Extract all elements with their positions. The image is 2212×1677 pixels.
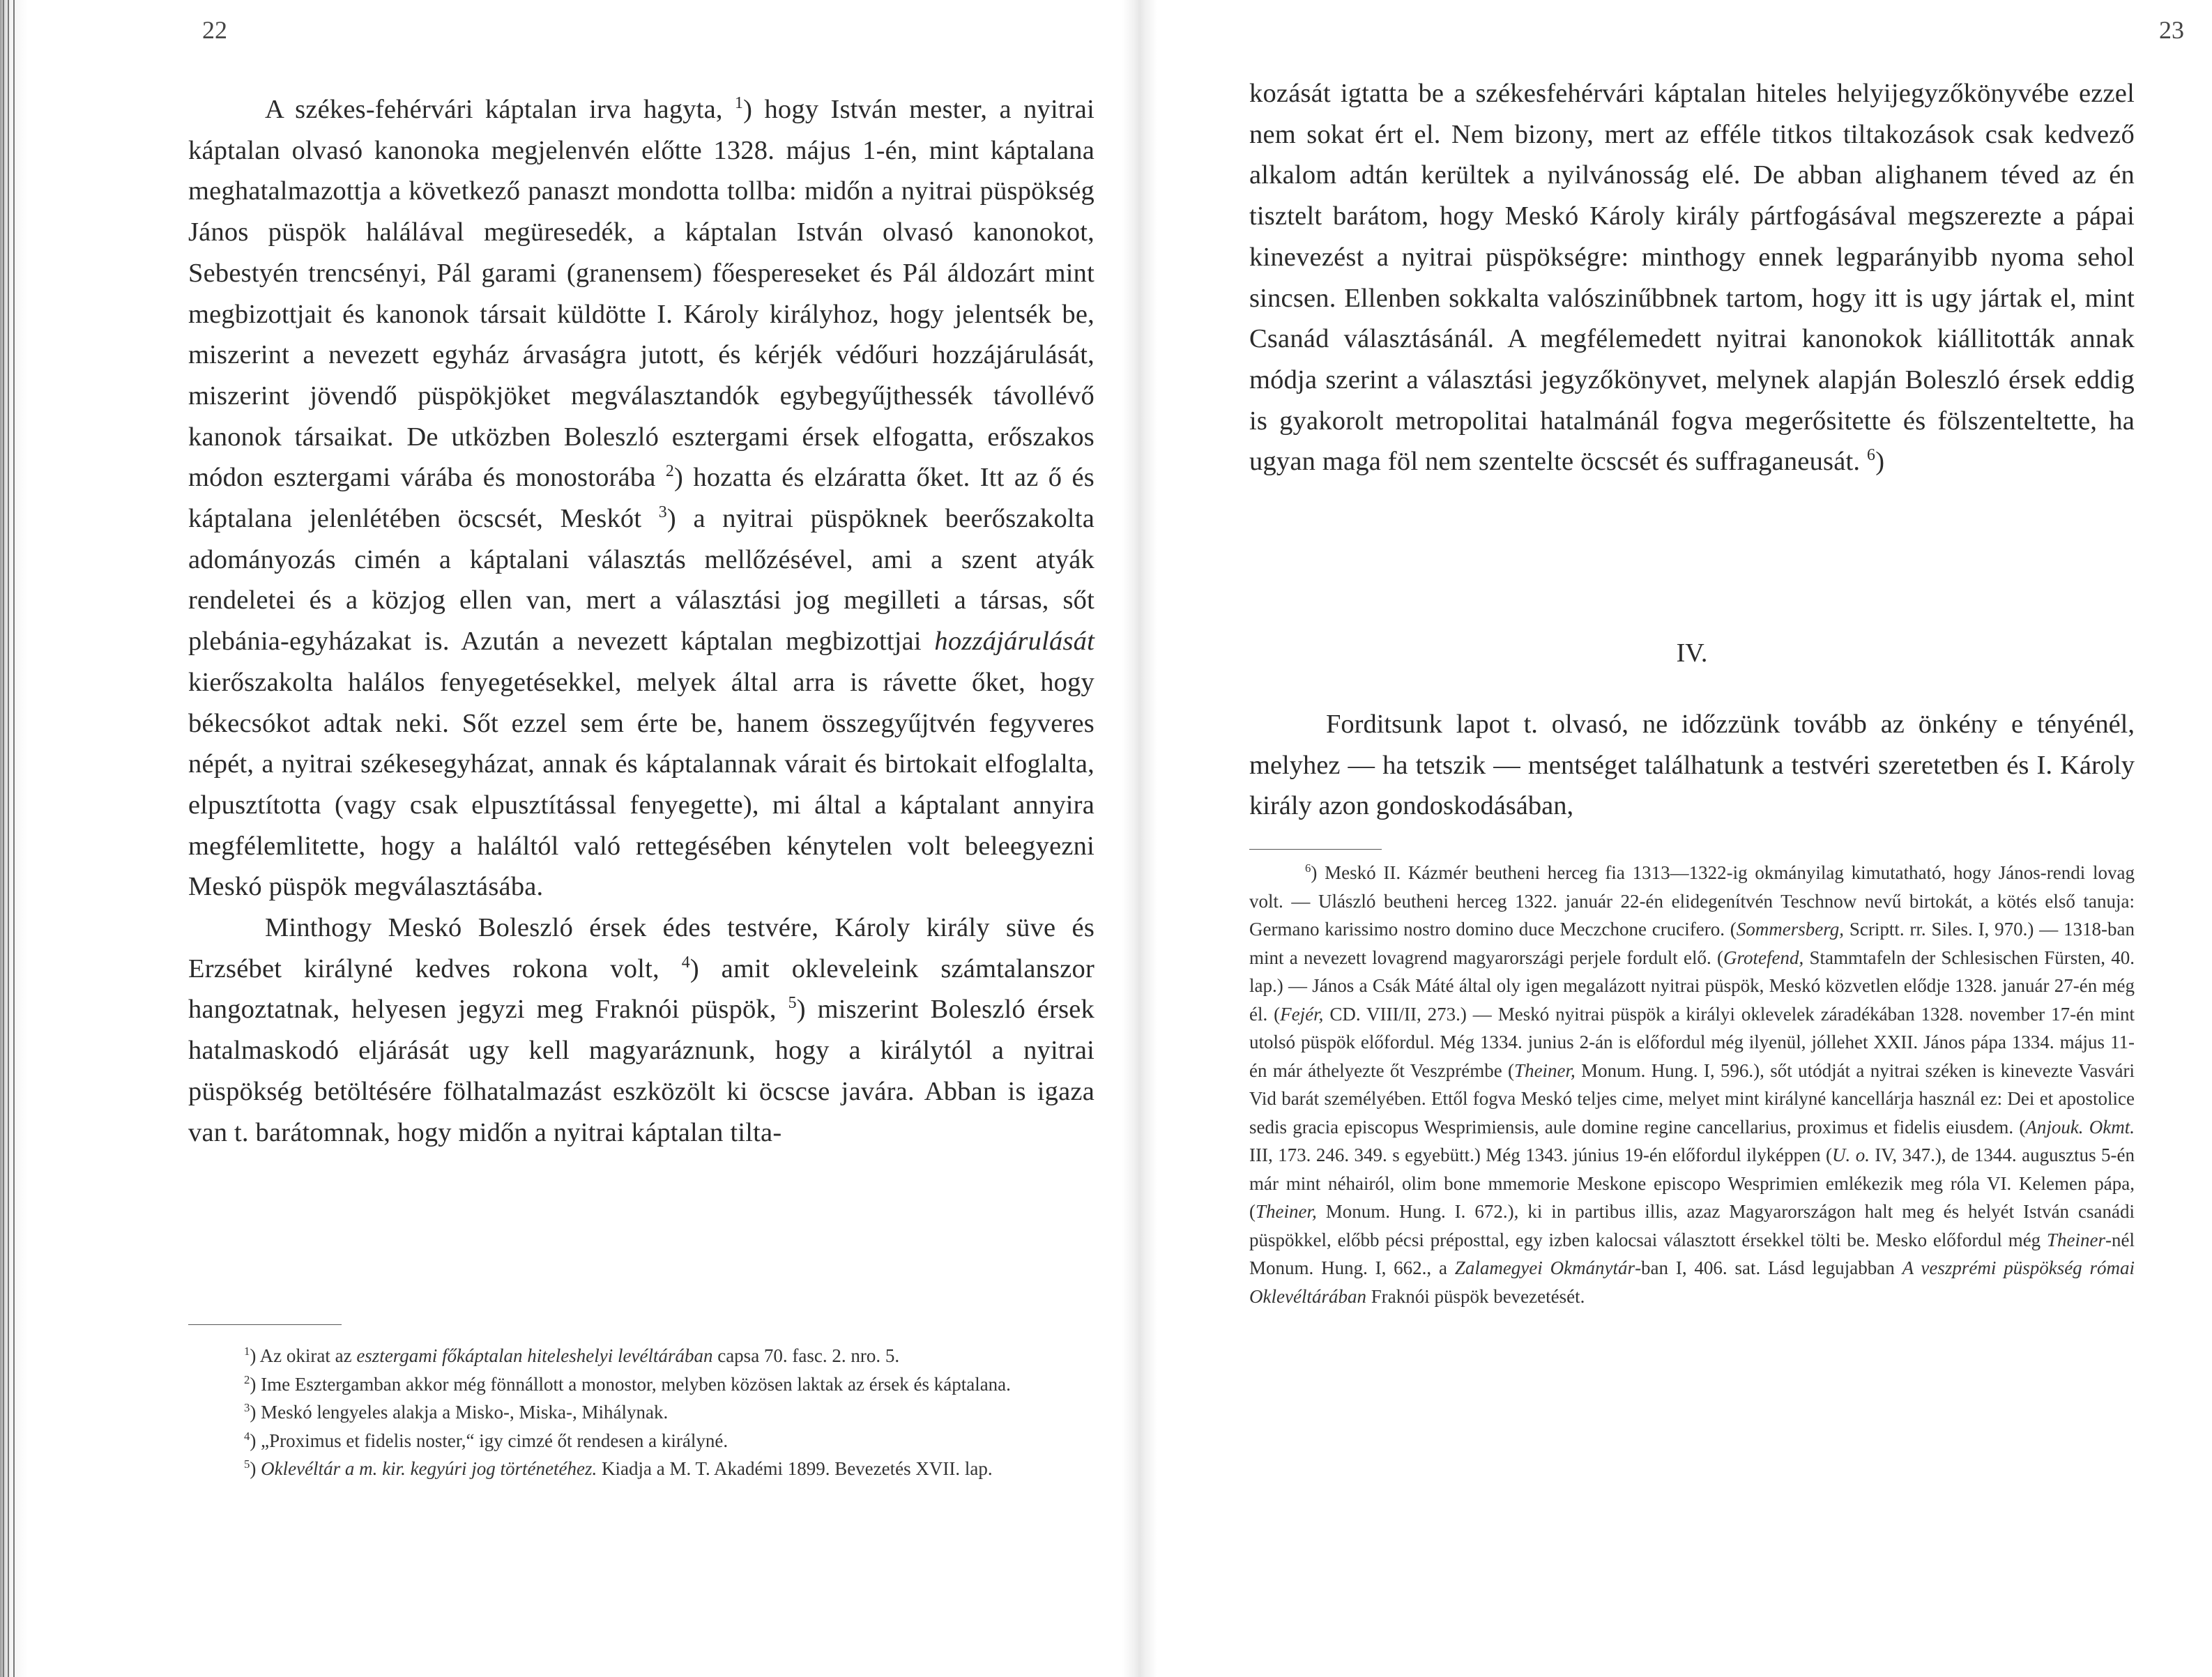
footnote: $^2$) Ime Esztergamban akkor még fönnállott a monostor, melyben közösen laktak az érsek és káptalana. [244,1372,1011,1395]
right-page [1157,0,2212,1677]
book-spine [1122,0,1157,1677]
main-text [1249,73,2135,482]
page-edge-line [13,0,15,1677]
page-edge-line [8,0,9,1677]
footnote-ref[interactable]: 3 [658,503,667,522]
footnote-ref[interactable]: 2 [665,462,675,481]
paragraph: Minthogy Meskó Boleszló érsek édes testvére, Károly király süve és Erzsébet királyné kedves rokona volt, $^4$) amit okleveleink számtalanszor hangoztatnak, helyesen jegyzi meg Fraknói püspök, $^5$) miszerint Boleszló érsek hatalmaskodó eljárását ugy kell magyaráznunk, hogy a királytól a nyitrai püspökség betöltésére fölhatalmazást eszközölt ki öcscse javára. Abban is igaza van t. barátomnak, hogy midőn a nyitrai káptalan tilta- [188,913,1095,1147]
footnote: $^4$) „Proximus et fidelis noster,“ igy cimzé őt rendesen a királyné. [244,1429,729,1451]
footnote-ref[interactable]: 5 [788,994,797,1013]
footnote-divider [188,1324,342,1325]
footnotes [188,1342,1060,1483]
section-heading: IV. [1676,638,1708,668]
footnote-ref[interactable]: 4 [681,953,690,972]
footnote-divider [1249,849,1382,850]
paragraph: A székes-fehérvári káptalan irva hagyta, $^1$) hogy István mester, a nyitrai káptalan olvasó kanonoka megjelenvén előtte 1328. május 1-én, mint káptalana meghatalmazottja a következő panaszt mondotta tollba: midőn a nyitrai püspökség János püspök halálával megüresedék, a káptalan István olvasó kanonokot, Sebestyén trencsényi, Pál garami (granensem) főespereseket és Pál áldozárt mint megbizottjait és kanonok társait küldötte I. Károly királyhoz, hogy jelentsék be, miszerint a nevezett egyház árvaságra jutott, és kérjék védőuri hozzájárulását, miszerint jövendő püspökjöket megválasztandók egybegyűjthessék távollévő kanonok társaikat. De utközben Boleszló esztergami érsek elfogatta, erőszakos módon esztergami várába és monostorába $^2$) hozatta és elzáratta őket. Itt az ő és káptalana jelenlétében öcscsét, Meskót $^3$) a nyitrai püspöknek beerőszakolta adományozás cimén a káptalani választás mellőzésével, ami a szent atyák rendeletei és a közjog ellen van, mert a választási jog megilleti a társas, sőt plebánia-egyházakat is. Azután a nevezett káptalan megbizottjai hozzájárulását kierőszakolta halálos fenyegetésekkel, melyek által arra is rávette őket, hogy békecsókot adtak neki. Sőt ezzel sem érte be, hanem összegyűjtvén fegyveres népét, a nyitrai székesegyházat, annak és káptalannak várait és birtokait elfoglalta, elpusztította (vagy csak elpusztítással fenyegette), mi által a káptalant annyira megfélemlitette, hogy a haláltól való rettegésében kénytelen volt beleegyezni Meskó püspök megválasztásába. [188,94,1094,902]
footnote: $^1$) Az okirat az esztergami főkáptalan hiteleshelyi levéltárában capsa 70. fasc. 2. nro. 5. [244,1345,900,1366]
paragraph: Forditsunk lapot t. olvasó, ne időzzünk tovább az önkény e tényénél, melyhez — ha tetszik — mentséget találhatunk a testvéri szeretetben és I. Károly király azon gondoskodásában, [1249,710,2135,821]
footnote-ref[interactable]: 1 [735,94,744,113]
paragraph: kozását igtatta be a székesfehérvári káptalan hiteles helyijegyzőkönyvébe ezzel nem sokat ért el. Nem bizony, mert az efféle titkos tiltakozások csak kedvező alkalom adtán kerültek a nyilvánosság elé. De abban alighanem téved az én tisztelt barátom, hogy Meskó Károly király pártfogásával megszerezte a pápai kinevezést a nyitrai püspökségre: minthogy ennek legparányibb nyoma sehol sincsen. Ellenben sokkalta valószinűbbnek tartom, hogy itt is ugy jártak el, mint Csanád választásánál. A megfélemedett nyitrai kanonokok kiállitották annak módja szerint a választási jegyzőkönyvet, melynek alapján Boleszló érsek eddig is gyakorolt metropolitai hatalmánál fogva megerősitette és fölszenteltette, ha ugyan maga föl nem szentelte öcscsét és suffraganeusát. $^6$) [1249,79,2135,477]
page-number: 23 [2159,16,2184,44]
footnote: $^3$) Meskó lengyeles alakja a Misko-, Miska-, Mihálynak. [244,1401,669,1423]
main-text [188,89,1094,1153]
page-number: 22 [202,16,227,44]
footnote: $^5$) Oklevéltár a m. kir. kegyúri jog történetéhez. Kiadja a M. T. Akadémi 1899. Bevezetés XVII. lap. [244,1457,993,1479]
main-text [1249,704,2135,827]
footnote-ref[interactable]: 6 [1867,446,1876,465]
footnote: $^6$) Meskó II. Kázmér beutheni herceg fia 1313—1322-ig okmányilag kimutatható, hogy János-rendi lovag volt. — Ulászló beutheni herceg 1322. január 22-én elidegenítvén Teschnow nevű birtokát, a kötés első tanuja: Germano karissimo nostro domino duce Meczchone crucifero. (Sommersberg, Scriptt. rr. Siles. I, 970.) — 1318-ban mint a nevezett lovagrend magyarországi perjele fordult elő. (Grotefend, Stammtafeln der Schlesischen Fürsten, 40. lap.) — János a Csák Máté által oly igen megalázott nyitrai püspök, Meskó közvetlen elődje 1328. január 27-én még él. (Fejér, CD. VIII/II, 273.) — Meskó nyitrai püspök a királyi oklevelek záradékában 1328. november 17-én mint utolsó püspök előfordul. Még 1334. junius 2-án is előfordul még ilyenül, jóllehet XXII. János pápa 1334. május 11-én már áthelyezte őt Veszprémbe (Theiner, Monum. Hung. I, 596.), sőt utódját a nyitrai széken is kinevezte Vasvári Vid barát személyében. Ettől fogva Meskó teljes cime, melyet mint királyné kancellárja használ ez: Dei et apostolice sedis gracia episcopus Wesprimiensis, aule domine regine cancellarius, proximus et fidelis eiusdem. (Anjouk. Okmt. III, 173. 246. 349. s egyebütt.) Még 1343. június 19-én előfordul ilyképpen (U. o. IV, 347.), de 1344. augusztus 5-én már mint néhairól, olim bone mmemorie Meskone episcopo Wesprimien emlékezik meg róla VI. Kelemen pápa, (Theiner, Monum. Hung. I. 672.), ki in partibus illis, azaz Magyarországon halt meg és helyét István csanádi püspökkel, előbb pécsi préposttal, egy izben kalocsai választott érsekkel tölti be. Mesko előfordul még Theiner-nél Monum. Hung. I, 662., a Zalamegyei Okmánytár-ban I, 406. sat. Lásd legujabban A veszprémi püspökség római Oklevéltárában Fraknói püspök bevezetését. [1249,862,2135,1307]
page-edge-line [3,0,4,1677]
left-page [28,0,1122,1677]
emphasis: hozzájárulását [934,627,1094,657]
footnotes [1249,859,2135,1310]
